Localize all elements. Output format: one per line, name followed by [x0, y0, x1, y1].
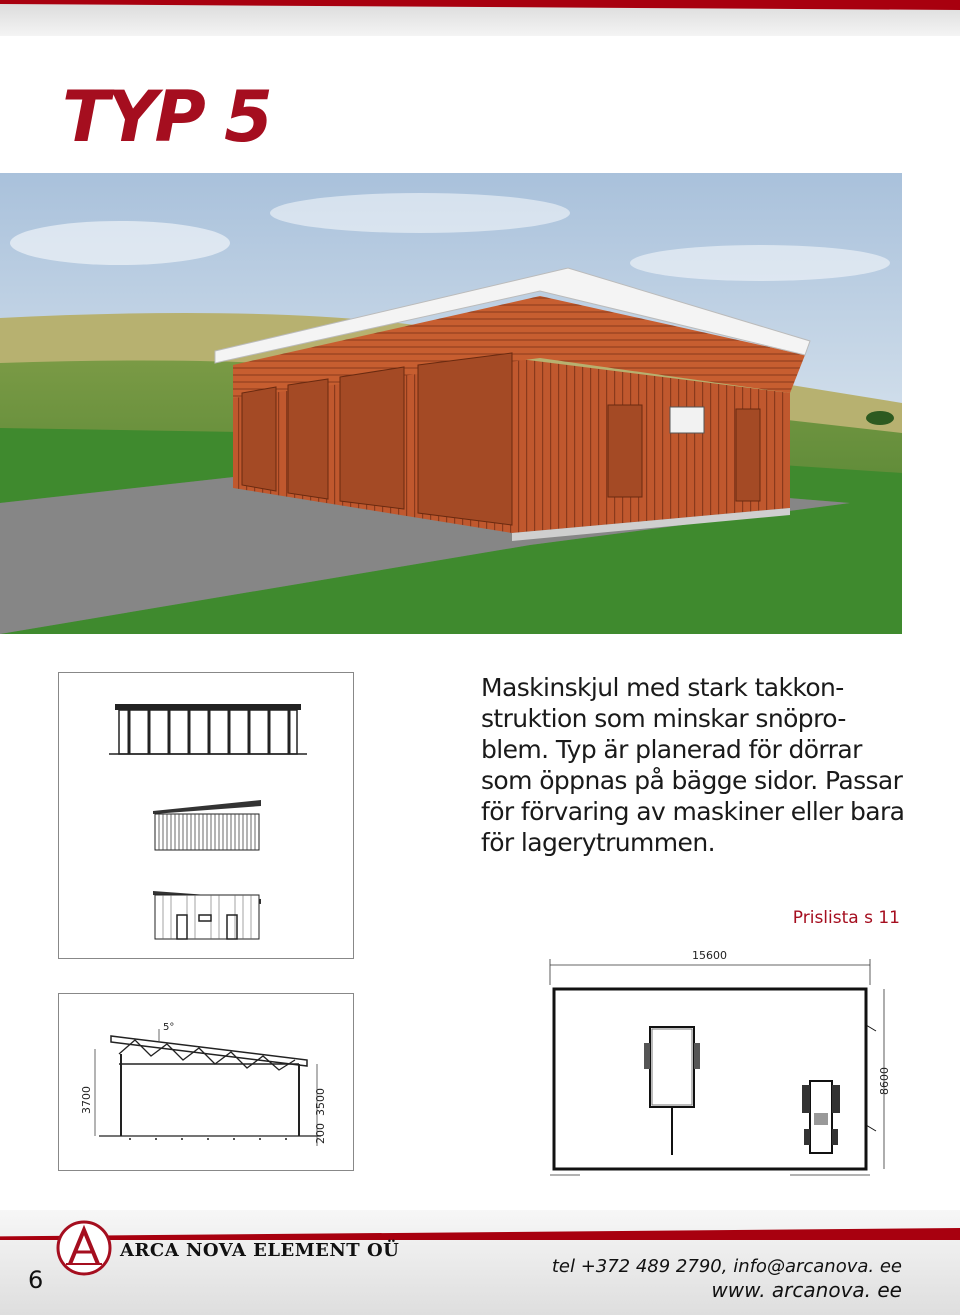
plan-depth-label: 8600 [878, 1067, 891, 1095]
floor-plan-drawing [540, 945, 900, 1185]
section-drawing [58, 993, 354, 1171]
page-title: TYP 5 [62, 76, 270, 158]
page-number: 6 [28, 1266, 44, 1294]
contact-info [552, 1256, 902, 1302]
description-line: för lagerytrummen. [481, 828, 715, 857]
description-line: för förvaring av maskiner eller bara [481, 797, 905, 826]
base-height-label: 200 [314, 1123, 327, 1144]
description-line: som öppnas på bägge sidor. Passar [481, 766, 903, 795]
height-right-label: 3500 [314, 1088, 327, 1116]
description-line: struktion som minskar snöpro- [481, 704, 846, 733]
roof-angle-label: 5° [163, 1022, 175, 1033]
section-svg [59, 994, 355, 1172]
contact-phone-email: tel +372 489 2790, info@arcanova. ee [551, 1256, 902, 1277]
company-name: ARCA NOVA ELEMENT OÜ [120, 1240, 400, 1261]
height-left-label: 3700 [80, 1086, 93, 1114]
plan-width-label: 15600 [692, 949, 727, 962]
description [481, 672, 911, 858]
contact-website: www. arcanova. ee [711, 1278, 902, 1302]
garage-photo [0, 173, 902, 634]
description-line: blem. Typ är planerad för dörrar [481, 735, 862, 764]
company-logo-icon [56, 1220, 112, 1276]
elevations-svg [59, 673, 355, 960]
elevations-drawing [58, 672, 354, 959]
pricelist-reference: Prislista s 11 [792, 908, 900, 928]
description-line: Maskinskjul med stark takkon- [481, 673, 844, 702]
